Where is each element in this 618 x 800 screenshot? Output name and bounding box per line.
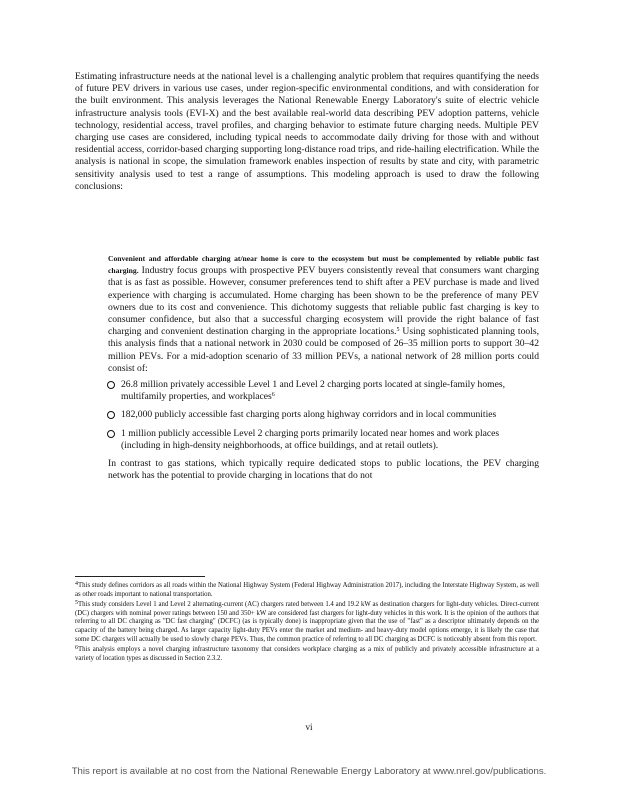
footnote-ref-6: 6 — [271, 392, 275, 399]
list-item-text: 1 million publicly accessible Level 2 charging ports primarily located near homes and work places (including in high-density neighborhoods, at office buildings, and at retail outlets). — [121, 427, 500, 451]
footnote-divider — [75, 576, 205, 577]
footnote-item — [75, 582, 539, 599]
bullet-paragraph — [108, 253, 539, 375]
footnote-item — [75, 646, 539, 663]
footnote-item — [75, 601, 539, 644]
circle-bullet-icon — [107, 411, 115, 419]
closing-paragraph: In contrast to gas stations, which typically require dedicated stops to public locations, the PEV charging network has the potential to provide charging in locations that do not — [108, 458, 539, 482]
conclusion-bullet — [93, 253, 539, 482]
footnote-number: 4 — [75, 581, 78, 587]
list-item — [93, 428, 539, 452]
list-item — [93, 409, 539, 421]
footnotes — [75, 582, 539, 665]
footnote-number: 5 — [75, 600, 78, 607]
bullet-lead: Convenient and affordable charging at/near home is core to the ecosystem but must be complemented by reliable public fast charging. — [108, 254, 539, 276]
footnote-number: 6 — [75, 645, 78, 652]
bullet-text-b: Using sophisticated planning tools, this analysis finds that a national network in 2030 could be composed of 26–35 million ports to support 30–42 million PEVs. For a mid-adoption scenario of 33 million PEVs, a national network of 28 million ports could consist of: — [108, 326, 539, 374]
availability-notice: This report is available at no cost from the National Renewable Energy Laboratory at www.nrel.gov/publications. — [71, 766, 547, 777]
port-breakdown-list — [93, 379, 539, 452]
footnote-text: This study considers Level 1 and Level 2 alternating-current (AC) chargers rated between 1.4 and 19.2 kW as destination chargers for light-duty vehicles. Direct-current (DC) chargers with nominal power ratings between 150 and 350+ kW are considered fast chargers for light-duty vehicles in this work. It is the opinion of the authors that referring to all DC charging as "DC fast charging" (DCFC) (as is typically done) is inappropriate given that the use of "fast" as a descriptor ultimately depends on the capacity of the battery being charged. As larger capacity light-duty PEVs enter the market and medium- and heavy-duty model options emerge, it is likely the case that some DC chargers will actually be used to slowly charge PEVs. Thus, the common practice of referring to all DC charging as DCFC is noticeably absent from this report. — [75, 601, 539, 643]
bullet-text-a: Industry focus groups with prospective PEV buyers consistently reveal that consumers want charging that is as fast as possible. However, consumer preferences tend to shift after a PEV purchase is made and lived experience with charging is accumulated. Home charging has been shown to be the preference of many PEV owners due to its cost and convenience. This dichotomy suggests that reliable public fast charging is key to consumer confidence, but also that a successful charging ecosystem will provide the right balance of fast charging and convenient destination charging in the appropriate locations. — [108, 265, 539, 338]
list-item-text: 26.8 million privately accessible Level 1 and Level 2 charging ports located at single-family homes, multifamily properties, and workplaces — [121, 379, 505, 403]
list-item — [93, 379, 539, 403]
list-item-text: 182,000 publicly accessible fast charging ports along highway corridors and in local communities — [121, 409, 497, 421]
page-number: vi — [305, 722, 313, 732]
circle-bullet-icon — [107, 430, 115, 438]
footnote-text: This study defines corridors as all roads within the National Highway System (Federal Highway Administration 2017), including the Interstate Highway System, as well as other roads important to national transportation. — [75, 582, 539, 598]
circle-bullet-icon — [107, 381, 115, 389]
intro-paragraph: Estimating infrastructure needs at the national level is a challenging analytic problem that requires quantifying the needs of future PEV drivers in various use cases, under region-specific environmental conditions, and with consideration for the built environment. This analysis leverages the National Renewable Energy Laboratory's suite of electric vehicle infrastructure analysis tools (EVI-X) and the best available real-world data describing PEV adoption patterns, vehicle technology, residential access, travel profiles, and charging behavior to estimate future charging needs. Multiple PEV charging use cases are considered, including typical needs to accommodate daily driving for those with and without residential access, corridor-based charging supporting long-distance road trips, and ride-hailing electrification. While the analysis is national in scope, the simulation framework enables inspection of results by state and city, with parametric sensitivity analysis used to test a range of assumptions. This modeling approach is used to draw the following conclusions: — [75, 71, 539, 192]
footnote-ref-5: 5 — [396, 327, 400, 334]
footnote-text: This analysis employs a novel charging infrastructure taxonomy that considers workplace charging as a mix of publicly and privately accessible infrastructure at a variety of location types as discussed in Section 2.3.2. — [75, 646, 539, 662]
